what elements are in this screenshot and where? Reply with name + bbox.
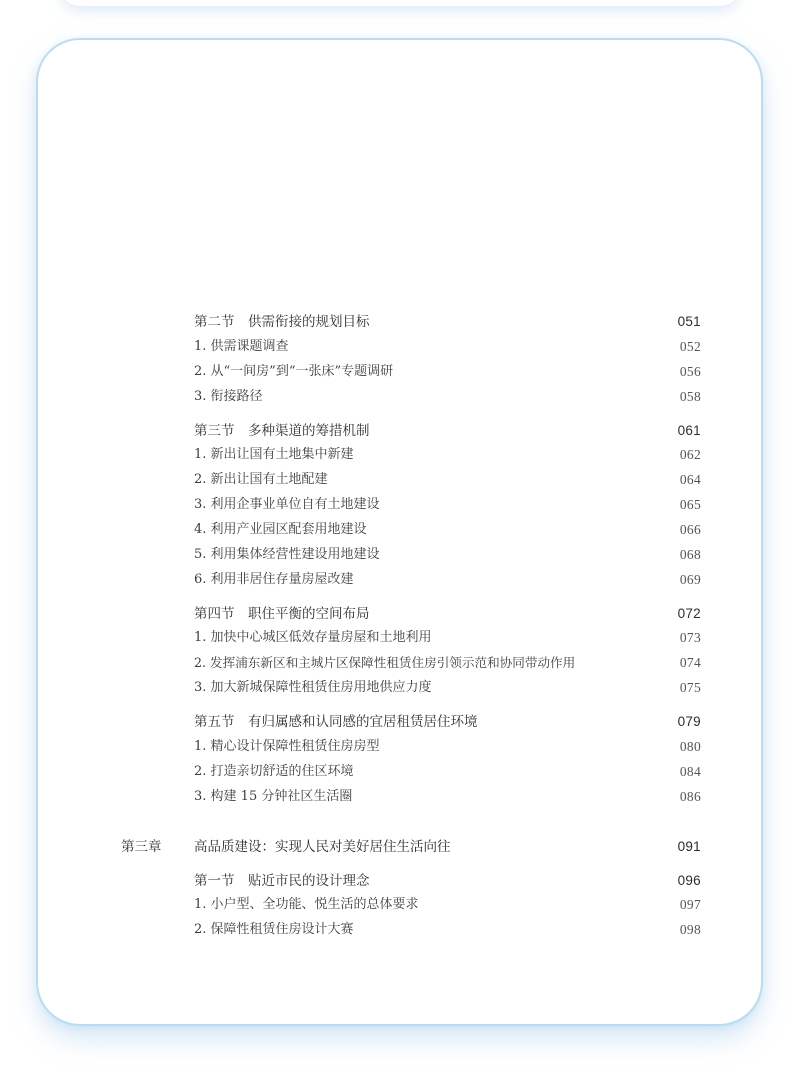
- toc-item-title: 2. 发挥浦东新区和主城片区保障性租赁住房引领示范和协同带动作用: [194, 655, 576, 670]
- toc-page-number: 062: [679, 447, 701, 462]
- toc-section-title: 第三节 多种渠道的筹措机制: [194, 423, 370, 439]
- toc-item-title: 1. 加快中心城区低效存量房屋和土地利用: [194, 630, 432, 645]
- toc-item-title: 3. 衔接路径: [194, 389, 263, 404]
- toc-chapter-title: 高品质建设：实现人民对美好居住生活向往: [194, 839, 451, 855]
- toc-item-row[interactable]: [194, 626, 701, 650]
- toc-item-row[interactable]: [194, 760, 701, 784]
- toc-page-number: 091: [677, 839, 701, 854]
- toc-page-number: 058: [679, 389, 701, 404]
- toc-chapter-row[interactable]: [121, 835, 701, 859]
- toc-item-title: 2. 打造亲切舒适的住区环境: [194, 764, 354, 779]
- toc-item-title: 6. 利用非居住存量房屋改建: [194, 572, 354, 587]
- toc-item-row[interactable]: [194, 651, 701, 675]
- page-edge-shadow: [60, 0, 740, 6]
- toc-chapter-number: 第三章: [121, 839, 162, 855]
- toc-page-number: 051: [677, 314, 701, 329]
- toc-page-number: 052: [679, 339, 701, 354]
- toc-section-title: 第五节 有归属感和认同感的宜居租赁居住环境: [194, 714, 478, 730]
- toc-item-title: 1. 精心设计保障性租赁住房房型: [194, 739, 380, 754]
- toc-page-number: 097: [679, 897, 701, 912]
- toc-item-row[interactable]: [194, 918, 701, 942]
- toc-item-row[interactable]: [194, 676, 701, 700]
- toc-item-title: 1. 新出让国有土地集中新建: [194, 447, 354, 462]
- toc-item-row[interactable]: [194, 568, 701, 592]
- toc-section-row[interactable]: [194, 602, 701, 626]
- toc-section-title: 第二节 供需衔接的规划目标: [194, 314, 370, 330]
- toc-page-number: 079: [677, 714, 701, 729]
- toc-page-number: 075: [679, 680, 701, 695]
- toc-section-row[interactable]: [194, 869, 701, 893]
- toc-section-row[interactable]: [194, 419, 701, 443]
- toc-item-title: 2. 保障性租赁住房设计大赛: [194, 922, 354, 937]
- toc-item-row[interactable]: [194, 335, 701, 359]
- toc-page-number: 056: [679, 364, 701, 379]
- toc-page-number: 073: [679, 630, 701, 645]
- toc-item-row[interactable]: [194, 735, 701, 759]
- toc-section-title: 第四节 职住平衡的空间布局: [194, 606, 370, 622]
- toc-item-row[interactable]: [194, 893, 701, 917]
- toc-item-title: 4. 利用产业园区配套用地建设: [194, 522, 367, 537]
- toc-section-row[interactable]: [194, 710, 701, 734]
- toc-item-row[interactable]: [194, 385, 701, 409]
- toc-page-number: 096: [677, 873, 701, 888]
- toc-item-title: 2. 新出让国有土地配建: [194, 472, 328, 487]
- toc-item-row[interactable]: [194, 360, 701, 384]
- toc-item-row[interactable]: [194, 468, 701, 492]
- toc-page-number: 072: [677, 606, 701, 621]
- toc-item-row[interactable]: [194, 493, 701, 517]
- toc-item-title: 3. 利用企事业单位自有土地建设: [194, 497, 380, 512]
- toc-item-title: 3. 构建 15 分钟社区生活圈: [194, 789, 353, 804]
- toc-item-title: 1. 小户型、全功能、悦生活的总体要求: [194, 897, 419, 912]
- toc-item-row[interactable]: [194, 518, 701, 542]
- toc-item-row[interactable]: [194, 543, 701, 567]
- toc-item-row[interactable]: [194, 785, 701, 809]
- toc-page-number: 064: [679, 472, 701, 487]
- toc-page-number: 069: [679, 572, 701, 587]
- toc-item-title: 5. 利用集体经营性建设用地建设: [194, 547, 380, 562]
- toc-page-number: 074: [679, 655, 701, 670]
- toc-section-title: 第一节 贴近市民的设计理念: [194, 873, 370, 889]
- toc-page-number: 086: [679, 789, 701, 804]
- toc-item-row[interactable]: [194, 443, 701, 467]
- toc-page-number: 066: [679, 522, 701, 537]
- toc-item-title: 2. 从“一间房”到“一张床”专题调研: [194, 364, 394, 379]
- toc-page-number: 065: [679, 497, 701, 512]
- toc-page-number: 080: [679, 739, 701, 754]
- toc-page-number: 084: [679, 764, 701, 779]
- toc-item-title: 1. 供需课题调查: [194, 339, 289, 354]
- toc-page-number: 068: [679, 547, 701, 562]
- toc-page-number: 098: [679, 922, 701, 937]
- toc-page-number: 061: [677, 423, 701, 438]
- toc-item-title: 3. 加大新城保障性租赁住房用地供应力度: [194, 680, 432, 695]
- toc-section-row[interactable]: [194, 310, 701, 334]
